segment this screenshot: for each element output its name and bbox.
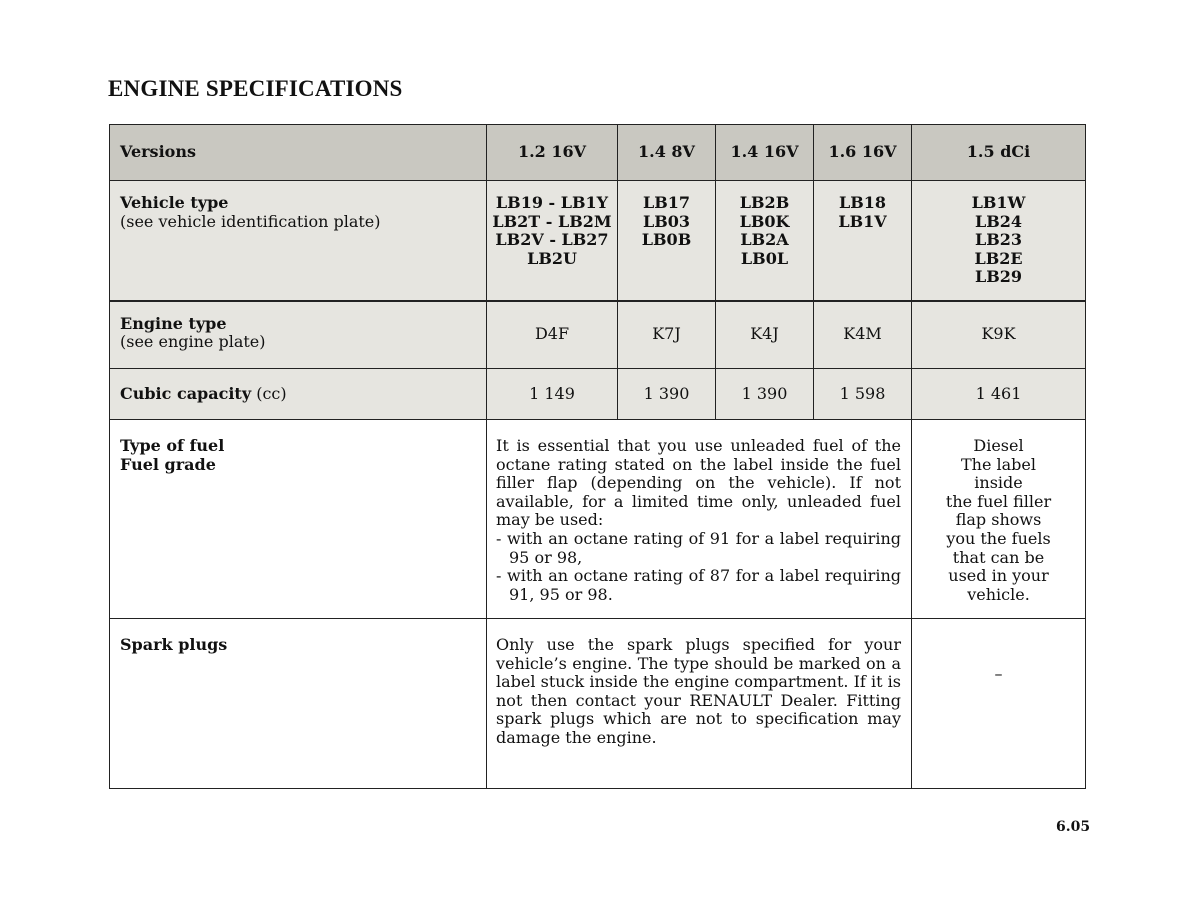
spark-plugs-text: Only use the spark plugs specified for your vehicle’s engine. The type should be marked on a label stuck inside the engine compartment. If it is not then contact your RENAULT Dealer. Fitting spark plugs which are not to specification may damage the engine. [496,635,901,747]
vehicle-type-code: LB19 - LB1Y [495,193,609,212]
versions-label: Versions [110,125,487,181]
vehicle-type-code: LB2B [739,193,790,212]
vehicle-type-cell [487,181,618,301]
vehicle-type-label: Vehicle type [120,193,229,212]
spark-plugs-cell [487,619,912,789]
version-header: 1.6 16V [814,125,912,181]
vehicle-type-code: LB0L [740,248,789,268]
vehicle-type-code: LB2U [527,248,577,268]
spark-plugs-label: Spark plugs [120,635,228,654]
cubic-capacity-unit: (cc) [256,383,287,403]
vehicle-type-code: LB1W [971,193,1026,212]
vehicle-type-label-cell [110,181,487,301]
cubic-capacity-value: 1 598 [814,369,912,420]
vehicle-type-code: LB17 [642,193,691,212]
version-header: 1.5 dCi [912,125,1086,181]
vehicle-type-code: LB2V - LB27 [495,230,609,250]
vehicle-type-code: LB0K [739,211,790,231]
vehicle-type-code: LB0B [641,230,692,250]
fuel-type-label: Type of fuel [120,436,225,455]
vehicle-type-code: LB03 [642,211,691,231]
fuel-row [110,420,1086,619]
page-number: 6.05 [1056,819,1091,835]
versions-row [110,125,1086,181]
cubic-capacity-label: Cubic capacity [120,383,252,403]
engine-type-value: K4M [814,301,912,369]
vehicle-type-code: LB29 [974,267,1023,287]
diesel-line: vehicle. [967,584,1030,604]
engine-type-note: (see engine plate) [120,332,266,352]
vehicle-type-cell [912,181,1086,301]
diesel-line: flap shows [955,510,1042,530]
cubic-capacity-row [110,369,1086,420]
vehicle-type-code: LB2A [740,230,789,250]
vehicle-type-code: LB24 [974,211,1023,231]
petrol-fuel-text: It is essential that you use unleaded fuel of the octane rating stated on the label inside the fuel filler flap (depending on the vehicle). If not available, for a limited time only, unleaded fuel may be used: [496,436,901,530]
engine-type-value: K9K [912,301,1086,369]
engine-type-label: Engine type [120,313,227,333]
cubic-capacity-value: 1 149 [487,369,618,420]
spark-plugs-diesel-value: – [912,619,1086,789]
vehicle-type-cell [716,181,814,301]
diesel-fuel-cell [912,420,1086,619]
diesel-line: that can be [952,547,1045,567]
cubic-capacity-value: 1 390 [618,369,716,420]
engine-spec-table [109,124,1086,789]
engine-type-value: K7J [618,301,716,369]
engine-type-row [110,301,1086,369]
vehicle-type-code: LB2T - LB2M [492,211,612,231]
vehicle-type-row [110,181,1086,301]
vehicle-type-code: LB23 [974,230,1023,250]
spark-plugs-row [110,619,1086,789]
vehicle-type-note: (see vehicle identification plate) [120,211,381,231]
cubic-capacity-label-cell [110,369,487,420]
version-header: 1.4 8V [618,125,716,181]
diesel-line: inside [974,473,1023,493]
engine-type-label-cell [110,301,487,369]
fuel-label-cell [110,420,487,619]
octane-item: - with an octane rating of 91 for a label requiring 95 or 98, [496,528,901,567]
page-title: ENGINE SPECIFICATIONS [108,76,403,101]
vehicle-type-cell [618,181,716,301]
diesel-line: the fuel filler [945,491,1052,511]
diesel-line: The label [960,454,1036,474]
vehicle-type-code: LB1V [838,211,887,231]
vehicle-type-cell [814,181,912,301]
vehicle-type-code: LB18 [838,193,887,212]
diesel-line: used in your [948,566,1049,586]
diesel-line: Diesel [973,436,1024,455]
spark-plugs-label-cell [110,619,487,789]
cubic-capacity-value: 1 461 [912,369,1086,420]
version-header: 1.2 16V [487,125,618,181]
petrol-fuel-cell [487,420,912,619]
cubic-capacity-value: 1 390 [716,369,814,420]
diesel-line: you the fuels [946,528,1051,548]
octane-item: - with an octane rating of 87 for a label requiring 91, 95 or 98. [496,566,901,604]
engine-type-value: K4J [716,301,814,369]
vehicle-type-code: LB2E [974,248,1023,268]
engine-type-value: D4F [487,301,618,369]
fuel-grade-label: Fuel grade [120,454,216,474]
version-header: 1.4 16V [716,125,814,181]
octane-list [496,530,901,604]
